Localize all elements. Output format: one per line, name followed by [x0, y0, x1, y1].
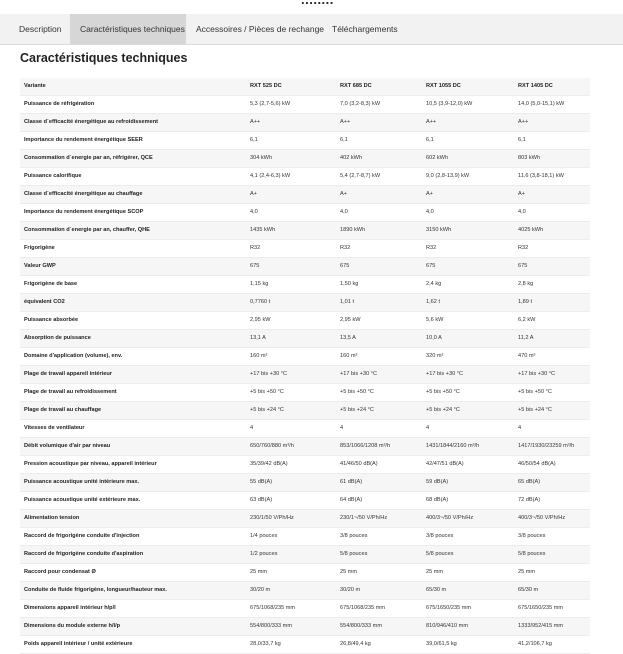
- row-label: Vitesses de ventilateur: [20, 420, 246, 438]
- cell-value: 1435 kWh: [246, 222, 336, 240]
- cell-value: 72 dB(A): [514, 492, 590, 510]
- cell-value: 5/8 pouces: [422, 546, 514, 564]
- cell-value: 1333/952/415 mm: [514, 618, 590, 636]
- cell-value: 1890 kWh: [336, 222, 422, 240]
- cell-value: +5 bis +24 °C: [422, 402, 514, 420]
- cell-value: 0,7760 t: [246, 294, 336, 312]
- row-label: Alimentation tension: [20, 510, 246, 528]
- specs-table: [20, 78, 590, 654]
- row-label: Pression acoustique par niveau, appareil intérieur: [20, 456, 246, 474]
- cell-value: 25 mm: [422, 564, 514, 582]
- section-title: Caractéristiques techniques: [20, 51, 188, 65]
- cell-value: 1,62 t: [422, 294, 514, 312]
- cell-value: +5 bis +24 °C: [336, 402, 422, 420]
- tab-description[interactable]: Description: [19, 24, 62, 34]
- table-row: [20, 474, 590, 492]
- row-label: Frigorigène de base: [20, 276, 246, 294]
- cell-value: 7,0 (3,2-8,3) kW: [336, 96, 422, 114]
- cell-value: R32: [336, 240, 422, 258]
- cell-value: 39,0/61,5 kg: [422, 636, 514, 654]
- cell-value: 11,2 A: [514, 330, 590, 348]
- table-row: [20, 582, 590, 600]
- row-label: Puissance absorbée: [20, 312, 246, 330]
- tab-accessories[interactable]: Accessoires / Pièces de rechange: [196, 24, 325, 34]
- table-row: [20, 510, 590, 528]
- cell-value: 3/8 pouces: [336, 528, 422, 546]
- cell-value: 13,5 A: [336, 330, 422, 348]
- tab-downloads[interactable]: Téléchargements: [332, 24, 398, 34]
- page-header-strip: [0, 0, 623, 14]
- cell-value: 4,1 (2,4-6,3) kW: [246, 168, 336, 186]
- table-row: [20, 168, 590, 186]
- cell-value: A++: [514, 114, 590, 132]
- row-label: Raccord de frigorigène conduite d'injection: [20, 528, 246, 546]
- cell-value: 650/760/880 m³/h: [246, 438, 336, 456]
- cell-value: 4: [336, 420, 422, 438]
- cell-value: 2,4 kg: [422, 276, 514, 294]
- cell-value: 10,0 A: [422, 330, 514, 348]
- table-row: [20, 546, 590, 564]
- row-label: Importance du rendement énergétique SEER: [20, 132, 246, 150]
- row-label: Dimensions du module externe h/l/p: [20, 618, 246, 636]
- cell-value: 25 mm: [336, 564, 422, 582]
- cell-value: 400/3~/50 V/Ph/Hz: [514, 510, 590, 528]
- row-label: Valeur GWP: [20, 258, 246, 276]
- row-label: Classe d´efficacité énergétique au chauffage: [20, 186, 246, 204]
- table-row: [20, 222, 590, 240]
- row-label: Poids appareil intérieur / unité extérieure: [20, 636, 246, 654]
- table-row: [20, 96, 590, 114]
- cell-value: A+: [514, 186, 590, 204]
- cell-value: 230/1/50 V/Ph/Hz: [246, 510, 336, 528]
- cell-value: 4,0: [422, 204, 514, 222]
- cell-value: 30/20 m: [246, 582, 336, 600]
- cell-value: 26,8/49,4 kg: [336, 636, 422, 654]
- cell-value: 25 mm: [246, 564, 336, 582]
- cell-value: 320 m³: [422, 348, 514, 366]
- row-label: Puissance calorifique: [20, 168, 246, 186]
- cell-value: +5 bis +50 °C: [336, 384, 422, 402]
- row-label: Consommation d´energie par an, réfrigérer, QCE: [20, 150, 246, 168]
- cell-value: 64 dB(A): [336, 492, 422, 510]
- cell-value: 3150 kWh: [422, 222, 514, 240]
- header-cell-model: RXT 1405 DC: [514, 78, 590, 96]
- row-label: Raccord de frigorigène conduite d'aspiration: [20, 546, 246, 564]
- cell-value: 5,4 (2,7-8,7) kW: [336, 168, 422, 186]
- cell-value: 42/47/51 dB(A): [422, 456, 514, 474]
- cell-value: 55 dB(A): [246, 474, 336, 492]
- cell-value: +17 bis +30 °C: [422, 366, 514, 384]
- cell-value: 803 kWh: [514, 150, 590, 168]
- cell-value: 28,0/33,7 kg: [246, 636, 336, 654]
- header-cell-model: RXT 1055 DC: [422, 78, 514, 96]
- cell-value: A++: [336, 114, 422, 132]
- cell-value: 400/3~/50 V/Ph/Hz: [422, 510, 514, 528]
- row-label: Absorption de puissance: [20, 330, 246, 348]
- cell-value: 160 m³: [336, 348, 422, 366]
- cell-value: 4,0: [336, 204, 422, 222]
- table-row: [20, 456, 590, 474]
- tab-bar: [0, 14, 623, 45]
- cell-value: +5 bis +50 °C: [514, 384, 590, 402]
- table-row: [20, 258, 590, 276]
- cell-value: 5/8 pouces: [514, 546, 590, 564]
- cell-value: R32: [422, 240, 514, 258]
- row-label: Frigorigène: [20, 240, 246, 258]
- cell-value: 675: [422, 258, 514, 276]
- row-label: Raccord pour condensat Ø: [20, 564, 246, 582]
- cell-value: 402 kWh: [336, 150, 422, 168]
- row-label: Plage de travail au refroidissement: [20, 384, 246, 402]
- table-row: [20, 204, 590, 222]
- cell-value: 554/800/333 mm: [336, 618, 422, 636]
- row-label: Conduite de fluide frigorigène, longueur/hauteur max.: [20, 582, 246, 600]
- cell-value: 41/46/50 dB(A): [336, 456, 422, 474]
- cell-value: 5,3 (2,7-5,6) kW: [246, 96, 336, 114]
- cell-value: 1,89 t: [514, 294, 590, 312]
- cell-value: 1,01 t: [336, 294, 422, 312]
- row-label: Puissance acoustique unité intérieure max.: [20, 474, 246, 492]
- table-row: [20, 276, 590, 294]
- row-label: Importance du rendement énergétique SCOP: [20, 204, 246, 222]
- cell-value: 65/30 m: [514, 582, 590, 600]
- table-row: [20, 492, 590, 510]
- table-row: [20, 330, 590, 348]
- cut-off-product-title: [301, 0, 334, 7]
- row-label: Plage de travail appareil intérieur: [20, 366, 246, 384]
- cell-value: 6,1: [514, 132, 590, 150]
- cell-value: 675/1068/235 mm: [336, 600, 422, 618]
- row-label: Dimensions appareil intérieur h/p/l: [20, 600, 246, 618]
- cell-value: 65 dB(A): [514, 474, 590, 492]
- cell-value: 2,95 kW: [336, 312, 422, 330]
- cell-value: 470 m³: [514, 348, 590, 366]
- cell-value: 853/1066/1208 m³/h: [336, 438, 422, 456]
- cell-value: 6,1: [336, 132, 422, 150]
- cell-value: 810/946/410 mm: [422, 618, 514, 636]
- row-label: Domaine d'application (volume), env.: [20, 348, 246, 366]
- header-cell-variant: Variante: [20, 78, 246, 96]
- cell-value: A+: [336, 186, 422, 204]
- table-row: [20, 438, 590, 456]
- cell-value: 4: [246, 420, 336, 438]
- table-row: [20, 150, 590, 168]
- cell-value: 675/1650/235 mm: [422, 600, 514, 618]
- cell-value: +17 bis +30 °C: [246, 366, 336, 384]
- cell-value: A+: [246, 186, 336, 204]
- cell-value: 3/8 pouces: [514, 528, 590, 546]
- cell-value: 2,95 kW: [246, 312, 336, 330]
- cell-value: 4: [422, 420, 514, 438]
- table-row: [20, 240, 590, 258]
- table-row: [20, 312, 590, 330]
- cell-value: 675: [246, 258, 336, 276]
- cell-value: 602 kWh: [422, 150, 514, 168]
- table-row: [20, 294, 590, 312]
- table-row: [20, 420, 590, 438]
- cell-value: 11,6 (3,8-18,1) kW: [514, 168, 590, 186]
- cell-value: 6,1: [246, 132, 336, 150]
- row-label: Puissance de réfrigération: [20, 96, 246, 114]
- table-row: [20, 618, 590, 636]
- table-row: [20, 132, 590, 150]
- cell-value: 61 dB(A): [336, 474, 422, 492]
- table-row: [20, 384, 590, 402]
- cell-value: 5/8 pouces: [336, 546, 422, 564]
- cell-value: A+: [422, 186, 514, 204]
- cell-value: 304 kWh: [246, 150, 336, 168]
- cell-value: 1/4 pouces: [246, 528, 336, 546]
- table-row: [20, 402, 590, 420]
- table-row: [20, 186, 590, 204]
- cell-value: +5 bis +50 °C: [246, 384, 336, 402]
- cell-value: 3/8 pouces: [422, 528, 514, 546]
- cell-value: A++: [422, 114, 514, 132]
- cell-value: 230/1~/50 V/Ph/Hz: [336, 510, 422, 528]
- cell-value: +5 bis +24 °C: [514, 402, 590, 420]
- cell-value: A++: [246, 114, 336, 132]
- table-row: [20, 528, 590, 546]
- cell-value: 10,5 (3,9-12,0) kW: [422, 96, 514, 114]
- cell-value: 46/50/54 dB(A): [514, 456, 590, 474]
- specs-table-body: [20, 78, 590, 654]
- cell-value: 675/1650/235 mm: [514, 600, 590, 618]
- cell-value: 675/1068/235 mm: [246, 600, 336, 618]
- table-row: [20, 564, 590, 582]
- cell-value: 554/800/333 mm: [246, 618, 336, 636]
- row-label: Plage de travail au chauffage: [20, 402, 246, 420]
- cell-value: +17 bis +30 °C: [514, 366, 590, 384]
- cell-value: 2,8 kg: [514, 276, 590, 294]
- header-cell-model: RXT 525 DC: [246, 78, 336, 96]
- cell-value: 4025 kWh: [514, 222, 590, 240]
- cell-value: 9,0 (2,8-13,9) kW: [422, 168, 514, 186]
- row-label: Débit volumique d'air par niveau: [20, 438, 246, 456]
- table-row: [20, 636, 590, 654]
- cell-value: +17 bis +30 °C: [336, 366, 422, 384]
- cell-value: 41,2/106,7 kg: [514, 636, 590, 654]
- cell-value: 4,0: [514, 204, 590, 222]
- cell-value: +5 bis +24 °C: [246, 402, 336, 420]
- cell-value: 65/30 m: [422, 582, 514, 600]
- row-label: Puissance acoustique unité extérieure max.: [20, 492, 246, 510]
- cell-value: 6,1: [422, 132, 514, 150]
- cell-value: 13,1 A: [246, 330, 336, 348]
- cell-value: 6,2 kW: [514, 312, 590, 330]
- cell-value: 675: [514, 258, 590, 276]
- cell-value: 14,0 (5,0-15,1) kW: [514, 96, 590, 114]
- cell-value: 59 dB(A): [422, 474, 514, 492]
- cell-value: 35/39/42 dB(A): [246, 456, 336, 474]
- cell-value: 25 mm: [514, 564, 590, 582]
- table-row: [20, 114, 590, 132]
- cell-value: 1,15 kg: [246, 276, 336, 294]
- row-label: Classe d´efficacité énergétique au refroidissement: [20, 114, 246, 132]
- cell-value: 1431/1844/2160 m³/h: [422, 438, 514, 456]
- cell-value: 63 dB(A): [246, 492, 336, 510]
- table-header-row: [20, 78, 590, 96]
- tab-technical-specs[interactable]: Caractéristiques techniques: [70, 14, 186, 44]
- cell-value: 1/2 pouces: [246, 546, 336, 564]
- table-row: [20, 366, 590, 384]
- cell-value: 1,50 kg: [336, 276, 422, 294]
- table-row: [20, 600, 590, 618]
- cell-value: 1417/1930/23259 m³/h: [514, 438, 590, 456]
- cell-value: 30/20 m: [336, 582, 422, 600]
- cell-value: 4,0: [246, 204, 336, 222]
- cell-value: 68 dB(A): [422, 492, 514, 510]
- table-row: [20, 348, 590, 366]
- cell-value: +5 bis +50 °C: [422, 384, 514, 402]
- cell-value: 160 m³: [246, 348, 336, 366]
- cell-value: R32: [246, 240, 336, 258]
- cell-value: 675: [336, 258, 422, 276]
- row-label: Consommation d´energie par an, chauffer, QHE: [20, 222, 246, 240]
- header-cell-model: RXT 685 DC: [336, 78, 422, 96]
- cell-value: 5,6 kW: [422, 312, 514, 330]
- row-label: équivalent CO2: [20, 294, 246, 312]
- cell-value: 4: [514, 420, 590, 438]
- cell-value: R32: [514, 240, 590, 258]
